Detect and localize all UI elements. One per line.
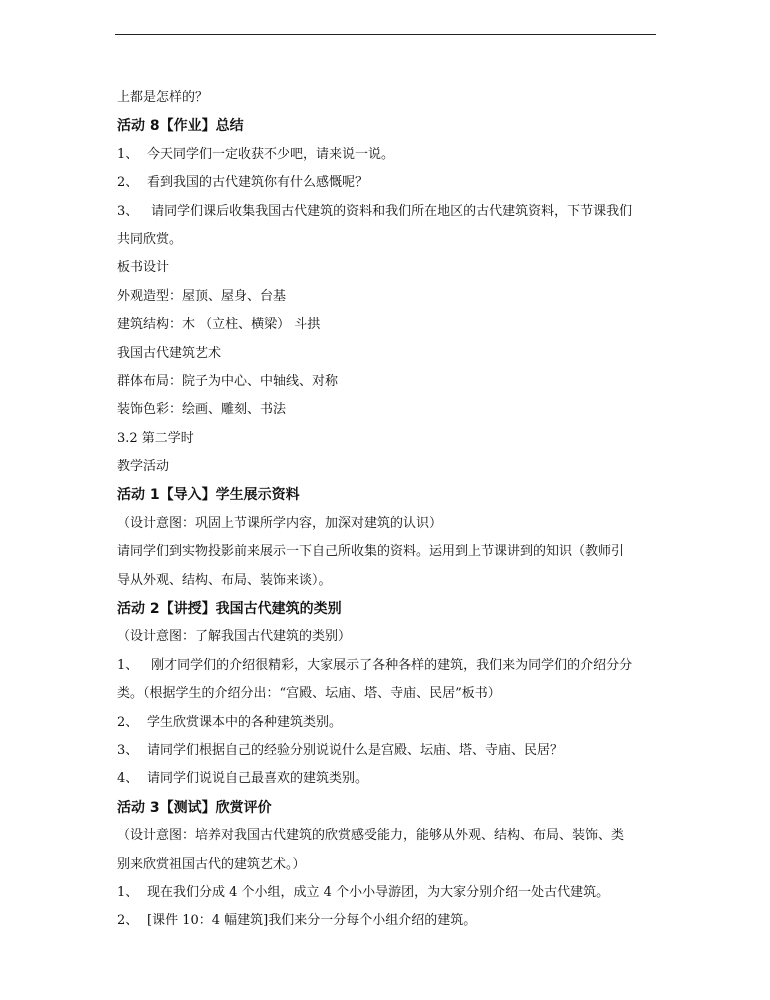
- numbered-item: [117, 141, 657, 169]
- numbered-item: [117, 198, 657, 226]
- line-text: 装饰色彩：绘画、雕刻、书法: [117, 402, 287, 418]
- paragraph-line: [117, 453, 657, 481]
- section-heading: [117, 481, 657, 509]
- line-text: 导从外观、结构、布局、装饰来谈）。: [117, 572, 332, 588]
- item-number: 1、: [117, 146, 139, 162]
- line-text: 学生欣赏课本中的各种建筑类别。: [147, 714, 343, 730]
- paragraph-line: [117, 822, 657, 850]
- line-text: （设计意图：培养对我国古代建筑的欣赏感受能力，能够从外观、结构、布局、装饰、类: [117, 828, 625, 844]
- line-text: [课件 10：4 幅建筑]我们来分一分每个小组介绍的建筑。: [147, 913, 477, 929]
- line-text: 建筑结构：木 （立柱、横梁） 斗拱: [117, 317, 321, 333]
- line-text: 别来欣赏祖国古代的建筑艺术。）: [117, 856, 306, 872]
- numbered-item: [117, 765, 657, 793]
- document-body: [117, 84, 657, 936]
- line-text: 板书设计: [117, 260, 170, 276]
- paragraph-line: [117, 510, 657, 538]
- numbered-item: [117, 169, 657, 197]
- item-number: 4、: [117, 771, 139, 787]
- section-heading: [117, 112, 657, 140]
- paragraph-line: [117, 680, 657, 708]
- paragraph-line: [117, 226, 657, 254]
- item-number: 1、: [117, 657, 139, 673]
- line-text: 请同学们课后收集我国古代建筑的资料和我们所在地区的古代建筑资料，下节课我们: [147, 203, 633, 219]
- line-text: 请同学们根据自己的经验分别说说什么是宫殿、坛庙、塔、寺庙、民居？: [147, 742, 564, 758]
- item-number: 2、: [117, 913, 139, 929]
- line-text: 现在我们分成 4 个小组，成立 4 个小小导游团，为大家分别介绍一处古代建筑。: [147, 884, 610, 900]
- numbered-item: [117, 709, 657, 737]
- line-text: 今天同学们一定收获不少吧，请来说一说。: [147, 146, 395, 162]
- section-heading: [117, 794, 657, 822]
- section-heading: [117, 595, 657, 623]
- line-text: 请同学们到实物投影前来展示一下自己所收集的资料。运用到上节课讲到的知识（教师引: [117, 544, 625, 560]
- line-text: 请同学们说说自己最喜欢的建筑类别。: [147, 771, 369, 787]
- numbered-item: [117, 652, 657, 680]
- line-text: （设计意图：巩固上节课所学内容，加深对建筑的认识）: [117, 515, 443, 531]
- line-text: 类。（根据学生的介绍分出：“宫殿、坛庙、塔、寺庙、民居”板书）: [117, 686, 501, 702]
- paragraph-line: [117, 567, 657, 595]
- line-text: 活动 1【导入】学生展示资料: [117, 487, 300, 504]
- line-text: 活动 3【测试】欣赏评价: [117, 799, 272, 816]
- line-text: 上都是怎样的？: [117, 90, 209, 105]
- line-text: 看到我国的古代建筑你有什么感慨呢？: [147, 175, 369, 191]
- item-number: 2、: [117, 175, 139, 191]
- line-text: 3.2 第二学时: [117, 430, 194, 446]
- item-number: 2、: [117, 714, 139, 730]
- paragraph-line: [117, 340, 657, 368]
- line-text: （设计意图：了解我国古代建筑的类别）: [117, 629, 352, 645]
- line-text: 教学活动: [117, 459, 170, 475]
- paragraph-line: [117, 425, 657, 453]
- paragraph-line: [117, 851, 657, 879]
- item-number: 3、: [117, 742, 139, 758]
- paragraph-line: [117, 311, 657, 339]
- paragraph-line: [117, 396, 657, 424]
- paragraph-line: [117, 283, 657, 311]
- line-text: 活动 8【作业】总结: [117, 118, 244, 135]
- numbered-item: [117, 879, 657, 907]
- paragraph-line: [117, 254, 657, 282]
- line-text: 外观造型：屋顶、屋身、台基: [117, 288, 287, 304]
- paragraph-line: [117, 368, 657, 396]
- paragraph-line: [117, 538, 657, 566]
- paragraph-line: [117, 84, 657, 112]
- item-number: 1、: [117, 884, 139, 900]
- numbered-item: [117, 737, 657, 765]
- line-text: 共同欣赏。: [117, 231, 183, 247]
- line-text: 刚才同学们的介绍很精彩，大家展示了各种各样的建筑，我们来为同学们的介绍分分: [147, 657, 633, 673]
- line-text: 群体布局：院子为中心、中轴线、对称: [117, 373, 339, 389]
- line-text: 我国古代建筑艺术: [117, 345, 222, 361]
- numbered-item: [117, 907, 657, 935]
- header-rule: [115, 34, 656, 35]
- paragraph-line: [117, 623, 657, 651]
- line-text: 活动 2【讲授】我国古代建筑的类别: [117, 601, 342, 618]
- item-number: 3、: [117, 203, 139, 219]
